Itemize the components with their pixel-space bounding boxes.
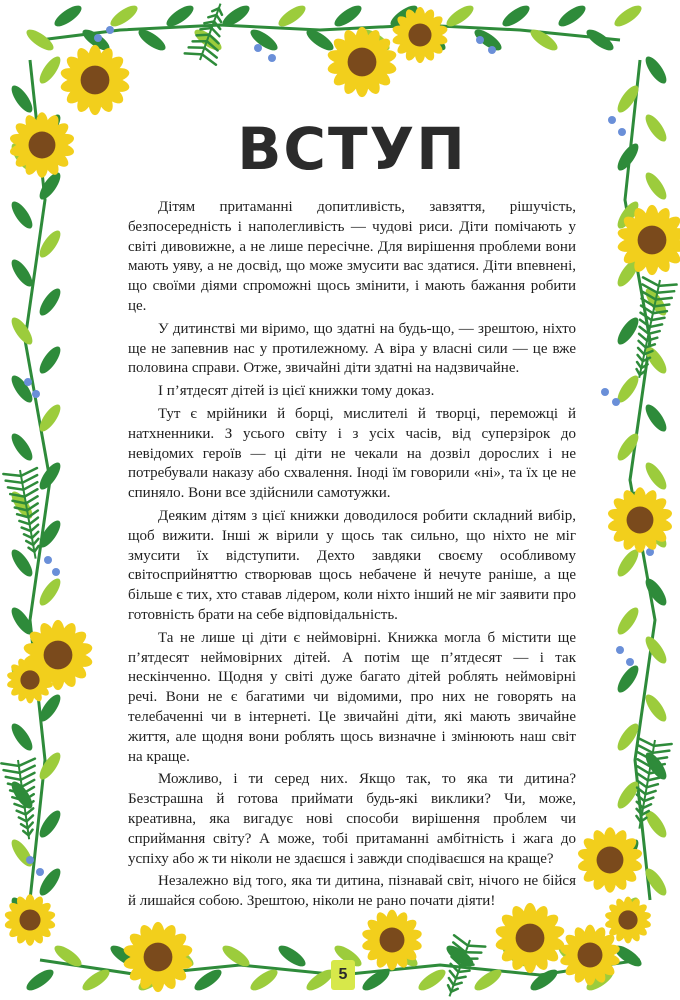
paragraph-3: І п’ятдесят дітей із цієї книжки тому доказ. [158, 383, 435, 400]
leaf [8, 836, 36, 869]
leaf [611, 2, 644, 30]
paragraph-2: У дитинстві ми віримо, що здатні на будь-що, — зрештою, ніхто ще не запевнив нас у протилежному. А віра у власні сили — це вже половина справи. Отже, звичайні діти здатні на надзвичайне. [128, 320, 576, 377]
bluebell [24, 378, 32, 386]
sunflower-10 [122, 922, 193, 992]
bluebell [36, 868, 44, 876]
leaf [8, 256, 36, 289]
leaf [642, 459, 670, 492]
leaf [36, 53, 64, 86]
bluebell [52, 568, 60, 576]
leaf [36, 749, 64, 782]
leaf [247, 26, 280, 54]
paragraph-1: Дітям притаманні допитливість, завзяття, рішучість, безпосередність і наполегливість — чудові риси. Діти помічають у світі дивовижне, а не лише пересічне. Для вирішення проблеми вони мають уяву, а не досвід, що може змусити вас здатися. Діти впевнені, що своїми діями спроможні щось змінити, і мають бажання робити це. [128, 199, 576, 314]
leaf [8, 430, 36, 463]
paragraph-8: Незалежно від того, яка ти дитина, пізнавай світ, нічого не бійся й лишайся собою. Зрештою, ніколи не рано почати діяти! [128, 873, 576, 910]
leaf [135, 26, 168, 54]
page-content [128, 116, 576, 915]
bluebell [612, 398, 620, 406]
page-number: 5 [331, 960, 355, 990]
leaf [8, 314, 36, 347]
bluebell [94, 34, 102, 42]
bluebell [268, 54, 276, 62]
bluebell [106, 26, 114, 34]
bluebell [601, 388, 609, 396]
bluebell [44, 556, 52, 564]
bluebell [476, 36, 484, 44]
leaf [51, 2, 84, 30]
leaf [107, 2, 140, 30]
leaf [527, 26, 560, 54]
leaf [415, 966, 448, 994]
bluebell [254, 44, 262, 52]
leaf [275, 942, 308, 970]
paragraph-6: Та не лише ці діти є неймовірні. Книжка могла б містити ще п’ятдесят неймовірних дітей. А потім ще п’ятдесят — і так нескінченно. Щодня у світі дуже багато дітей роблять неймовірні речі. Вони не є багатими чи відомими, про них не говорять на телебаченні чи в інтернеті. Це звичайні діти, які мають звичайне життя, але щодня вони роблять щось визначне і змінюють наш світ на краще. [128, 629, 576, 765]
sunflower-3 [326, 27, 397, 97]
paragraph-4: Тут є мрійники й борці, мислителі й творці, переможці й натхненники. З усього світу і з усіх часів, від суперзірок до невідомих героїв — ці діти не чекали на дозвіл дорослих і не потребували наказу або схвалення. Іноді їм говорили «ні», та їх це не спиняло. Вони все здійснили самотужки. [128, 405, 576, 502]
leaf [642, 53, 670, 86]
leaf [642, 111, 670, 144]
leaf [614, 82, 642, 115]
leaf [555, 2, 588, 30]
leaf [8, 720, 36, 753]
bluebell [626, 658, 634, 666]
sunflower-9 [577, 827, 644, 893]
bluebell [26, 856, 34, 864]
leaf [8, 198, 36, 231]
leaf [614, 662, 642, 695]
sunflower-1 [59, 45, 130, 115]
leaf [614, 430, 642, 463]
leaf [642, 401, 670, 434]
sunflower-2 [9, 112, 76, 178]
leaf [51, 942, 84, 970]
leaf [642, 633, 670, 666]
leaf [642, 691, 670, 724]
leaf [642, 575, 670, 608]
leaf [614, 314, 642, 347]
bluebell [488, 46, 496, 54]
leaf [499, 2, 532, 30]
leaf [36, 343, 64, 376]
leaf [36, 285, 64, 318]
leaf [79, 966, 112, 994]
leaf [642, 865, 670, 898]
bluebell [616, 646, 624, 654]
leaf [614, 604, 642, 637]
bluebell [608, 116, 616, 124]
bluebell [618, 128, 626, 136]
paragraph-5: Деяким дітям з цієї книжки доводилося робити складний вибір, щоб вижити. Інші ж вірили у щось так сильно, що ніхто не міг змусити їх відступити. Дехто завдяки своєму особливому світосприйняттю створював щось небачене й нечуте раніше, а ще більше є тих, хто ставав лідером, коли ніхто інший не міг заявити про готовність брати на себе відповідальність. [128, 507, 576, 623]
page-title: ВСТУП [237, 115, 467, 183]
leaf [331, 2, 364, 30]
fern [1, 758, 46, 842]
leaf [642, 169, 670, 202]
leaf [247, 966, 280, 994]
leaf [36, 575, 64, 608]
leaf [275, 2, 308, 30]
leaf [36, 517, 64, 550]
bluebell [32, 390, 40, 398]
paragraph-7: Можливо, і ти серед них. Якщо так, то яка ти дитина? Безстрашна й готова приймати будь-які виклики? Чи, може, креативна, яка вигадує нові способи вирішення проблем чи сприймання світу? А може, тобі притаманні амбітність і жага до успіху або ж ти ніколи не здаєшся і завжди сподіваєшся на краще? [128, 771, 576, 867]
leaf [23, 966, 56, 994]
